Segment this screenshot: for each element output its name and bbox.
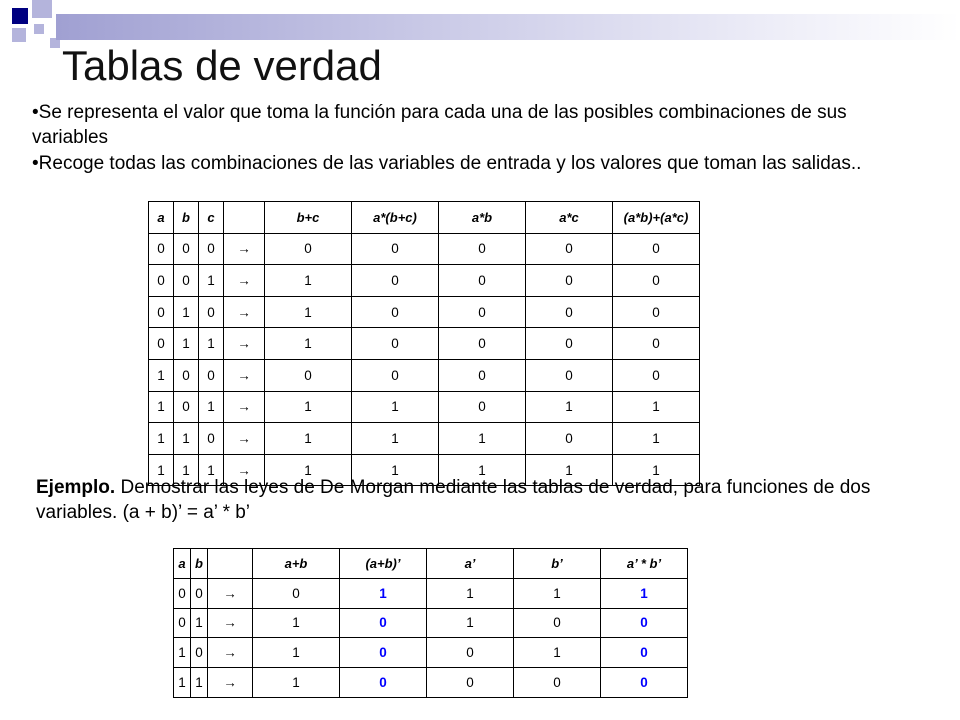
table-cell: 0 xyxy=(613,328,700,360)
header-gradient-bar xyxy=(56,14,960,40)
table-cell: 0 xyxy=(174,578,191,608)
table-cell: 0 xyxy=(439,391,526,423)
column-header: b+c xyxy=(265,202,352,234)
column-header xyxy=(208,549,253,579)
table-cell: 0 xyxy=(174,608,191,638)
table-row xyxy=(149,296,700,328)
column-header: a*(b+c) xyxy=(352,202,439,234)
table-cell: 0 xyxy=(352,328,439,360)
table-cell: 1 xyxy=(514,578,601,608)
arrow-cell: → xyxy=(208,578,253,608)
table-cell: 1 xyxy=(613,454,700,486)
table-row xyxy=(174,668,688,698)
column-header: b xyxy=(191,549,208,579)
column-header: c xyxy=(199,202,224,234)
table-cell: 1 xyxy=(526,454,613,486)
table-cell: 0 xyxy=(340,638,427,668)
table-cell: 1 xyxy=(514,638,601,668)
table-cell: 0 xyxy=(265,359,352,391)
column-header: a+b xyxy=(253,549,340,579)
table-header-row xyxy=(174,549,688,579)
table-cell: 0 xyxy=(526,359,613,391)
table-row xyxy=(149,328,700,360)
table-cell: 0 xyxy=(526,328,613,360)
table-cell: 0 xyxy=(439,328,526,360)
table-cell: 0 xyxy=(352,359,439,391)
table-cell: 1 xyxy=(174,668,191,698)
table-row xyxy=(174,608,688,638)
table-cell: 0 xyxy=(439,265,526,297)
table-cell: 1 xyxy=(149,391,174,423)
truth-table-distributive xyxy=(148,201,700,486)
decor-square-lavender xyxy=(34,24,44,34)
table-cell: 1 xyxy=(149,359,174,391)
table-cell: 0 xyxy=(514,668,601,698)
column-header: a xyxy=(149,202,174,234)
example-text: Demostrar las leyes de De Morgan mediante las tablas de verdad, para funciones de dos variables. (a + b)’ = a’ * b’ xyxy=(36,477,871,523)
table-cell: 0 xyxy=(601,608,688,638)
table-cell: 0 xyxy=(253,578,340,608)
table-cell: 1 xyxy=(199,454,224,486)
column-header: (a+b)’ xyxy=(340,549,427,579)
arrow-cell: → xyxy=(224,328,265,360)
table-cell: 0 xyxy=(427,638,514,668)
table-cell: 1 xyxy=(439,454,526,486)
table-cell: 0 xyxy=(613,296,700,328)
table-cell: 0 xyxy=(149,328,174,360)
table-cell: 1 xyxy=(613,391,700,423)
table-cell: 0 xyxy=(174,359,199,391)
table-cell: 1 xyxy=(352,423,439,455)
arrow-cell: → xyxy=(224,454,265,486)
table-cell: 0 xyxy=(265,233,352,265)
arrow-cell: → xyxy=(224,233,265,265)
table-cell: 0 xyxy=(352,233,439,265)
arrow-cell: → xyxy=(224,296,265,328)
table-cell: 1 xyxy=(352,454,439,486)
table-header-row xyxy=(149,202,700,234)
table-cell: 1 xyxy=(352,391,439,423)
table-row xyxy=(149,233,700,265)
table-cell: 0 xyxy=(191,578,208,608)
table-row xyxy=(174,638,688,668)
table-cell: 1 xyxy=(174,454,199,486)
arrow-cell: → xyxy=(224,359,265,391)
table-cell: 1 xyxy=(174,638,191,668)
table-cell: 1 xyxy=(199,328,224,360)
arrow-cell: → xyxy=(224,265,265,297)
table-cell: 1 xyxy=(265,391,352,423)
table-cell: 0 xyxy=(199,359,224,391)
table-row xyxy=(149,391,700,423)
table-cell: 1 xyxy=(174,296,199,328)
table-cell: 1 xyxy=(265,454,352,486)
table-cell: 1 xyxy=(613,423,700,455)
table-cell: 1 xyxy=(340,578,427,608)
table-cell: 1 xyxy=(253,608,340,638)
table-cell: 0 xyxy=(427,668,514,698)
table-cell: 0 xyxy=(613,233,700,265)
table-row xyxy=(149,423,700,455)
table-row xyxy=(149,359,700,391)
bullet-item: • Recoge todas las combinaciones de las variables de entrada y los valores que toman las salidas.. xyxy=(32,151,922,176)
table-cell: 1 xyxy=(253,638,340,668)
bullet-item: • Se representa el valor que toma la función para cada una de las posibles combinaciones de sus variables xyxy=(32,100,922,150)
table-row xyxy=(149,265,700,297)
table-cell: 1 xyxy=(199,391,224,423)
table-cell: 1 xyxy=(191,608,208,638)
table-cell: 1 xyxy=(265,296,352,328)
table-cell: 0 xyxy=(340,608,427,638)
column-header: a*c xyxy=(526,202,613,234)
table-cell: 1 xyxy=(526,391,613,423)
arrow-cell: → xyxy=(208,608,253,638)
table-cell: 0 xyxy=(199,423,224,455)
decor-square-lavender xyxy=(32,0,52,18)
column-header: a’ * b’ xyxy=(601,549,688,579)
column-header: a*b xyxy=(439,202,526,234)
table-cell: 1 xyxy=(174,423,199,455)
table-cell: 0 xyxy=(526,233,613,265)
arrow-cell: → xyxy=(224,423,265,455)
table-cell: 0 xyxy=(174,233,199,265)
table-cell: 0 xyxy=(149,265,174,297)
table-cell: 1 xyxy=(149,454,174,486)
column-header: b xyxy=(174,202,199,234)
table-cell: 0 xyxy=(340,668,427,698)
table-cell: 0 xyxy=(174,265,199,297)
table-cell: 0 xyxy=(149,233,174,265)
table-cell: 1 xyxy=(265,265,352,297)
column-header xyxy=(224,202,265,234)
table-cell: 1 xyxy=(439,423,526,455)
table-cell: 0 xyxy=(613,359,700,391)
table-cell: 0 xyxy=(526,296,613,328)
table-cell: 0 xyxy=(439,233,526,265)
arrow-cell: → xyxy=(208,638,253,668)
arrow-cell: → xyxy=(208,668,253,698)
table-cell: 0 xyxy=(352,296,439,328)
table-cell: 0 xyxy=(191,638,208,668)
table-cell: 0 xyxy=(439,359,526,391)
page-title: Tablas de verdad xyxy=(62,42,382,89)
table-cell: 1 xyxy=(149,423,174,455)
decor-square-lavender xyxy=(12,28,26,42)
table-cell: 0 xyxy=(601,638,688,668)
table-cell: 0 xyxy=(149,296,174,328)
table-cell: 1 xyxy=(601,578,688,608)
table-cell: 0 xyxy=(199,296,224,328)
table-row xyxy=(174,578,688,608)
table-cell: 1 xyxy=(174,328,199,360)
column-header: (a*b)+(a*c) xyxy=(613,202,700,234)
bullet-list xyxy=(32,100,922,177)
table-cell: 1 xyxy=(265,328,352,360)
table-cell: 1 xyxy=(199,265,224,297)
table-cell: 0 xyxy=(514,608,601,638)
table-cell: 0 xyxy=(526,265,613,297)
table-cell: 0 xyxy=(613,265,700,297)
table-cell: 0 xyxy=(526,423,613,455)
table-cell: 0 xyxy=(352,265,439,297)
arrow-cell: → xyxy=(224,391,265,423)
column-header: a’ xyxy=(427,549,514,579)
table-cell: 0 xyxy=(199,233,224,265)
table-cell: 1 xyxy=(253,668,340,698)
table-cell: 1 xyxy=(427,608,514,638)
table-cell: 0 xyxy=(174,391,199,423)
table-cell: 0 xyxy=(439,296,526,328)
table-cell: 1 xyxy=(427,578,514,608)
table-cell: 1 xyxy=(265,423,352,455)
decor-square-navy xyxy=(12,8,28,24)
truth-table-de-morgan xyxy=(173,548,688,698)
example-label: Ejemplo. xyxy=(36,477,116,498)
column-header: a xyxy=(174,549,191,579)
example-paragraph xyxy=(36,475,916,525)
column-header: b’ xyxy=(514,549,601,579)
table-cell: 1 xyxy=(191,668,208,698)
table-cell: 0 xyxy=(601,668,688,698)
